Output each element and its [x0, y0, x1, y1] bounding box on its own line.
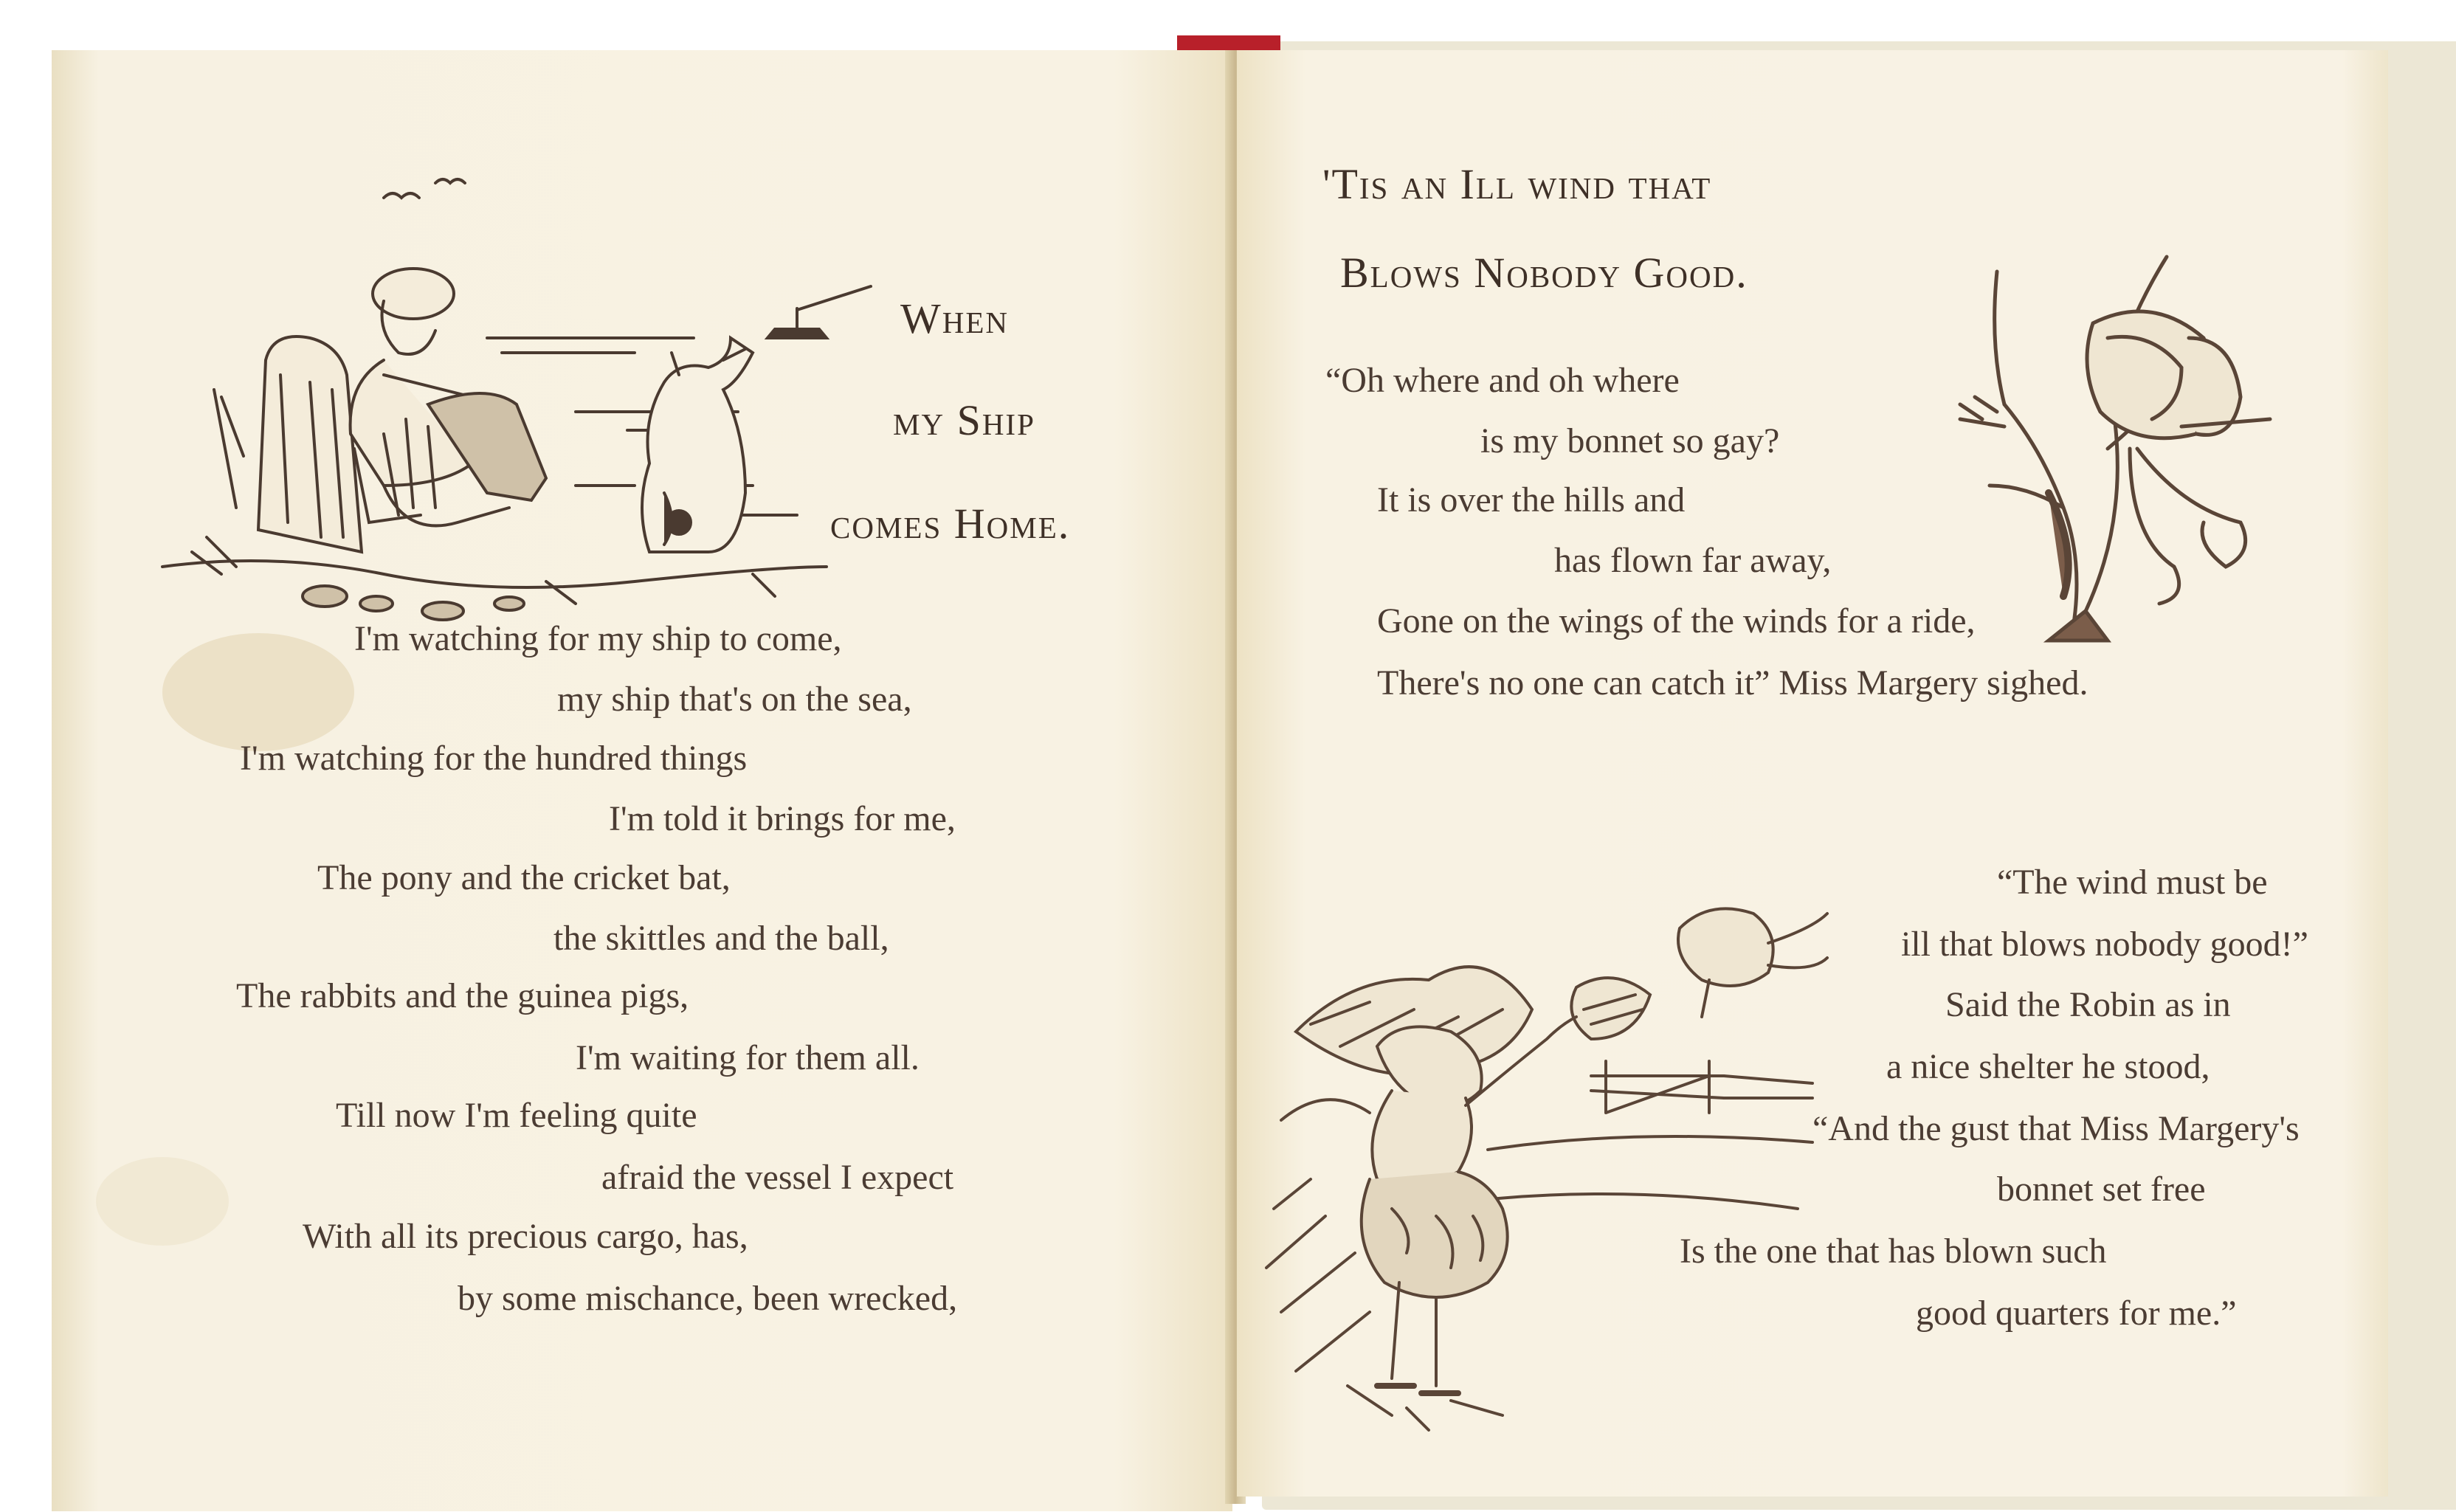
- verse-line: ill that blows nobody good!”: [1901, 925, 2308, 964]
- verse-line: “The wind must be: [1997, 863, 2268, 902]
- verse-line: I'm watching for my ship to come,: [354, 619, 842, 658]
- verse-line: I'm told it brings for me,: [609, 799, 956, 838]
- verse-line: good quarters for me.”: [1916, 1294, 2237, 1333]
- verse-line: has flown far away,: [1554, 541, 1832, 580]
- verse-line: Gone on the wings of the winds for a ride,: [1377, 601, 1976, 641]
- paper-stain: [162, 633, 354, 751]
- left-page: [52, 50, 1232, 1511]
- open-book: [52, 35, 2421, 1497]
- poem-title-line-1: When: [900, 294, 1010, 342]
- girl-in-wind-illustration: [1266, 899, 1827, 1430]
- poem-title-line-3: comes Home.: [830, 500, 1071, 548]
- verse-line: Said the Robin as in: [1945, 985, 2231, 1024]
- verse-line: is my bonnet so gay?: [1480, 421, 1780, 460]
- poem-title-line-1: 'Tis an Ill wind that: [1322, 160, 1712, 208]
- verse-line: the skittles and the ball,: [553, 919, 889, 958]
- verse-line: by some mischance, been wrecked,: [458, 1279, 958, 1318]
- verse-line: Is the one that has blown such: [1680, 1232, 2107, 1271]
- bonnet-in-tree-illustration: [1960, 227, 2270, 641]
- verse-line: I'm watching for the hundred things: [240, 739, 748, 778]
- verse-line: There's no one can catch it” Miss Margery sighed.: [1377, 663, 2088, 703]
- verse-line: afraid the vessel I expect: [601, 1158, 954, 1197]
- right-page: [1237, 50, 2388, 1497]
- verse-line: my ship that's on the sea,: [557, 680, 912, 719]
- verse-line: “And the gust that Miss Margery's: [1812, 1109, 2300, 1148]
- verse-line: The rabbits and the guinea pigs,: [236, 976, 689, 1015]
- verse-line: bonnet set free: [1997, 1170, 2206, 1209]
- verse-line: a nice shelter he stood,: [1886, 1047, 2210, 1086]
- verse-line: It is over the hills and: [1377, 480, 1686, 519]
- boy-and-dog-illustration: [162, 139, 871, 641]
- verse-line: The pony and the cricket bat,: [317, 858, 731, 897]
- poem-title-line-2: Blows Nobody Good.: [1340, 249, 1748, 297]
- verse-line: Till now I'm feeling quite: [336, 1096, 697, 1135]
- verse-line: “Oh where and oh where: [1325, 361, 1680, 400]
- poem-title-line-2: my Ship: [893, 396, 1035, 444]
- paper-stain: [96, 1157, 229, 1246]
- verse-line: With all its precious cargo, has,: [303, 1217, 748, 1256]
- verse-line: I'm waiting for them all.: [576, 1038, 920, 1077]
